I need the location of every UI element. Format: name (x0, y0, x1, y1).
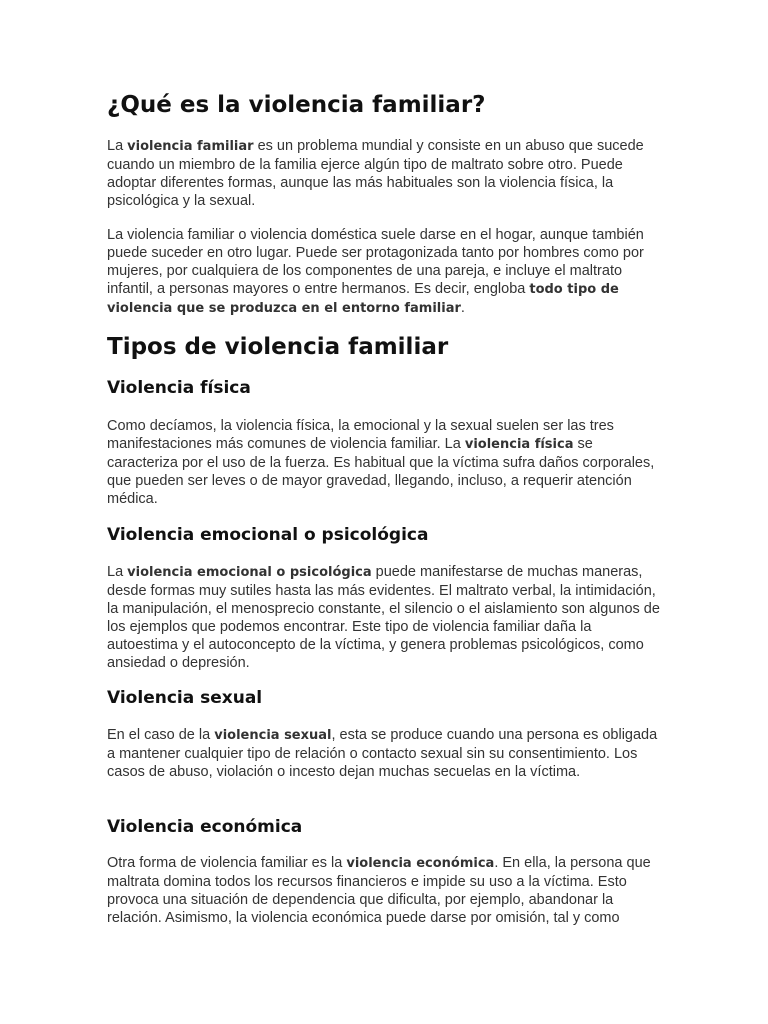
section-title-que-es: ¿Qué es la violencia familiar? (107, 92, 486, 118)
paragraph-violencia-fisica: Como decíamos, la violencia física, la emocional y la sexual suelen ser las tres manifestaciones más comunes de violencia familiar. La violencia física se caracteriza por el uso de la fuerza. Es habitual que la víctima sufra daños corporales, que pueden ser leves o de mayor gravedad, llegando, incluso, a requerir atención médica. (107, 418, 655, 507)
subheading-violencia-fisica: Violencia física (107, 378, 251, 398)
subheading-violencia-sexual: Violencia sexual (107, 688, 263, 708)
bold-term-violencia-fisica: violencia física (464, 437, 574, 452)
paragraph-violencia-sexual: En el caso de la violencia sexual, esta se produce cuando una persona es obligada a mantener cualquier tipo de relación o contacto sexual sin su consentimiento. Los casos de abuso, violación o incesto dejan muchas secuelas en la víctima. (107, 727, 658, 780)
bold-term-violencia-economica: violencia económica (346, 856, 495, 871)
subheading-violencia-emocional: Violencia emocional o psicológica (107, 525, 429, 545)
paragraph-violencia-domestica: La violencia familiar o violencia doméstica suele darse en el hogar, aunque también puede suceder en otro lugar. Puede ser protagonizada tanto por hombres como por mujeres, por cualquiera de los componentes de una pareja, e incluye el maltrato infantil, a personas mayores o entre hermanos. Es decir, engloba todo tipo de violencia que se produzca en el entorno familiar. (107, 227, 644, 316)
paragraph-violencia-economica: Otra forma de violencia familiar es la violencia económica. En ella, la persona que maltrata domina todos los recursos financieros e impide su uso a la víctima. Esto provoca una situación de dependencia que dificulta, por ejemplo, abandonar la relación. Asimismo, la violencia económica puede darse por omisión, tal y como (107, 855, 651, 926)
paragraph-violencia-emocional: La violencia emocional o psicológica puede manifestarse de muchas maneras, desde formas muy sutiles hasta las más evidentes. El maltrato verbal, la intimidación, la manipulación, el menosprecio constante, el silencio o el aislamiento son algunos de los ejemplos que podemos encontrar. Este tipo de violencia familiar daña la autoestima y el autoconcepto de la víctima, y genera problemas psicológicos, como ansiedad o depresión. (107, 564, 660, 671)
paragraph-definicion: La violencia familiar es un problema mundial y consiste en un abuso que sucede cuando un miembro de la familia ejerce algún tipo de maltrato sobre otro. Puede adoptar diferentes formas, aunque las más habituales son la violencia física, la psicológica y la sexual. (107, 138, 644, 209)
bold-term-violencia-sexual: violencia sexual (214, 728, 332, 743)
subheading-violencia-economica: Violencia económica (107, 817, 303, 837)
bold-term-violencia-familiar: violencia familiar (127, 139, 254, 154)
bold-term-entorno-familiar: todo tipo de violencia que se produzca en el entorno familiar (107, 282, 619, 316)
section-title-tipos: Tipos de violencia familiar (107, 334, 449, 360)
bold-term-violencia-emocional: violencia emocional o psicológica (127, 565, 372, 580)
